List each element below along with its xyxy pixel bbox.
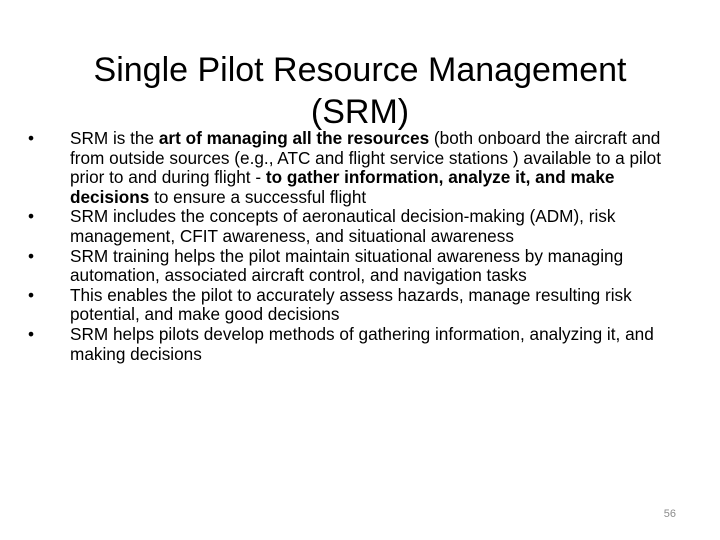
bullet-text: SRM helps pilots develop methods of gathering information, analyzing it, and making decisions (70, 323, 654, 364)
bullet-marker: • (28, 284, 35, 305)
bullet-text: SRM includes the concepts of aeronautical decision-making (ADM), risk management, CFIT awareness, and situational awareness (70, 206, 616, 246)
bullet-item (24, 286, 684, 325)
bullet-text: to ensure a successful flight (149, 186, 367, 207)
bullet-marker: • (28, 206, 35, 227)
slide-title-line-1: Single Pilot Resource Management (93, 50, 627, 89)
bullet-text: SRM training helps the pilot maintain situational awareness by managing automation, associated aircraft control, and navigation tasks (70, 245, 624, 286)
page-number: 56 (663, 508, 676, 520)
bullet-item (24, 129, 684, 207)
bullet-marker: • (28, 245, 35, 266)
bullet-emphasis: to gather information, analyze it, and make decisions (70, 167, 615, 207)
bullet-text: This enables the pilot to accurately assess hazards, manage resulting risk potential, and make good decisions (70, 284, 632, 325)
bullet-marker: • (28, 323, 35, 344)
bullet-item (24, 325, 684, 364)
bullet-item (24, 207, 684, 246)
bullet-list (24, 129, 684, 364)
bullet-emphasis: art of managing all the resources (158, 128, 430, 148)
slide-title-line-2: (SRM) (310, 92, 410, 131)
bullet-item (24, 247, 684, 286)
bullet-text: (both onboard the aircraft and from outside sources (e.g., ATC and flight service stations ) available to a pilot prior to and during flight - (70, 128, 662, 188)
slide-title (40, 49, 680, 133)
bullet-marker: • (28, 128, 35, 148)
bullet-text: SRM is the (70, 128, 159, 148)
